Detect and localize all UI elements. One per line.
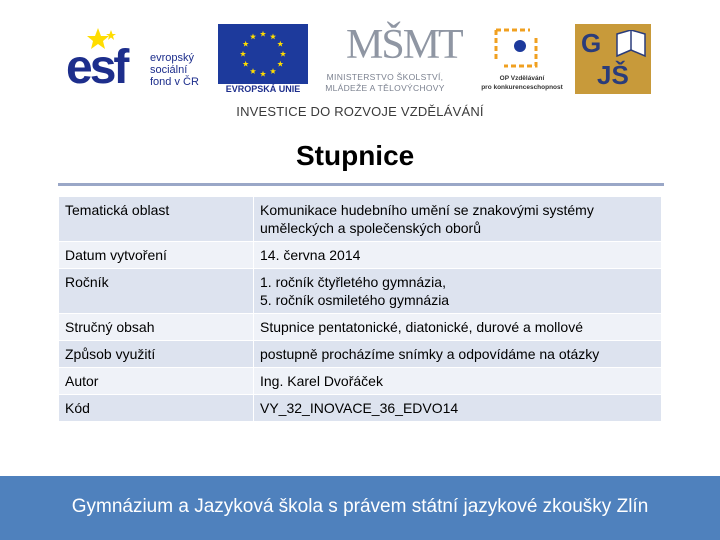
star-icon (277, 41, 283, 47)
row-key: Ročník (59, 269, 254, 314)
gjs-letter: G (581, 28, 602, 58)
star-icon (270, 33, 276, 39)
tagline: INVESTICE DO ROZVOJE VZDĚLÁVÁNÍ (236, 104, 484, 119)
footer-bar (0, 476, 720, 540)
esf-line: evropský (150, 52, 195, 64)
row-key: Autor (59, 368, 254, 395)
info-table (58, 196, 662, 422)
esf-logo (66, 26, 211, 96)
page-title: Stupnice (296, 140, 415, 171)
star-icon (243, 61, 249, 67)
msmt-line: MLÁDEŽE A TĚLOVÝCHOVY (325, 83, 445, 93)
table-row (59, 341, 662, 368)
row-value: Komunikace hudebního umění se znakovými systémy uměleckých a společenských oborů (254, 197, 662, 242)
table-row (59, 368, 662, 395)
row-value: Stupnice pentatonické, diatonické, durové a mollové (254, 314, 662, 341)
op-logo (472, 24, 572, 96)
table-row (59, 197, 662, 242)
row-value: 14. června 2014 (254, 242, 662, 269)
row-key: Datum vytvoření (59, 242, 254, 269)
row-value: 1. ročník čtyřletého gymnázia, 5. ročník osmiletého gymnázia (254, 269, 662, 314)
star-icon (280, 51, 286, 57)
esf-text (150, 52, 199, 88)
row-key: Způsob využití (59, 341, 254, 368)
row-key: Kód (59, 395, 254, 422)
logo-bar (0, 0, 720, 130)
msmt-logo (310, 20, 460, 102)
msmt-line: MINISTERSTVO ŠKOLSTVÍ, (326, 72, 444, 82)
op-line: pro konkurenceschopnost (481, 84, 563, 91)
row-key: Stručný obsah (59, 314, 254, 341)
table-row (59, 395, 662, 422)
msmt-mark: MŠMT (346, 22, 462, 68)
star-icon (243, 41, 249, 47)
star-icon (250, 33, 256, 39)
row-key: Tematická oblast (59, 197, 254, 242)
star-icon (260, 31, 266, 37)
gjs-letter: JŠ (597, 60, 629, 90)
star-icon (260, 71, 266, 77)
title-divider (58, 183, 664, 186)
esf-line: fond v ČR (150, 76, 199, 88)
star-icon (277, 61, 283, 67)
star-icon (270, 68, 276, 74)
table-row (59, 314, 662, 341)
gjs-logo (575, 24, 651, 94)
footer-text: Gymnázium a Jazyková škola s právem státní jazykové zkoušky Zlín (71, 496, 649, 517)
table-row (59, 242, 662, 269)
row-value: Ing. Karel Dvořáček (254, 368, 662, 395)
op-text (472, 74, 572, 92)
esf-mark: esf (66, 41, 127, 94)
eu-logo (218, 24, 308, 96)
row-value: VY_32_INOVACE_36_EDVO14 (254, 395, 662, 422)
msmt-text (310, 72, 460, 94)
star-icon (250, 68, 256, 74)
esf-line: sociální (150, 64, 188, 76)
table-row (59, 269, 662, 314)
op-frame-icon (490, 24, 542, 72)
op-line: OP Vzdělávání (499, 75, 545, 82)
book-icon (615, 30, 647, 60)
eu-label: EVROPSKÁ UNIE (225, 84, 301, 94)
eu-flag-icon (218, 24, 308, 84)
row-value: postupně procházíme snímky a odpovídáme na otázky (254, 341, 662, 368)
star-icon (240, 51, 246, 57)
